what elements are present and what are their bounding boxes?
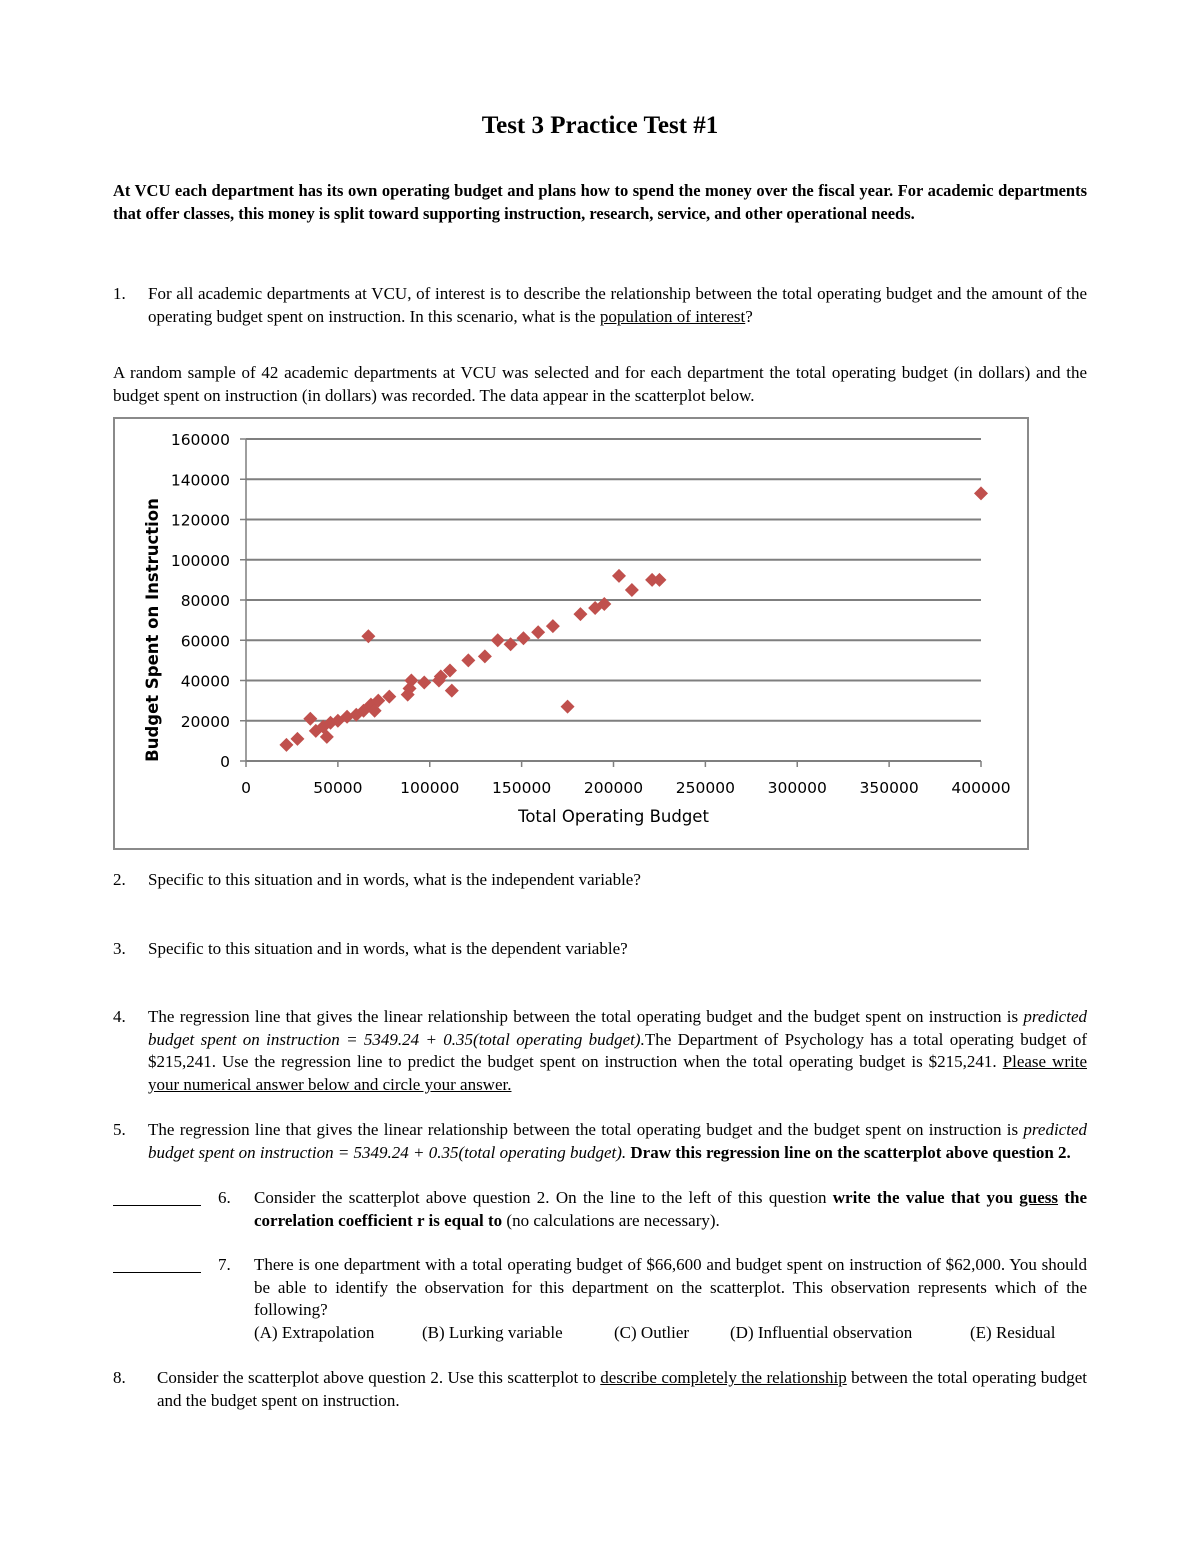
draw-instruction: Draw this regression line on the scatterplot above question 2. <box>626 1142 1071 1162</box>
option-c: (C) Outlier <box>614 1323 690 1342</box>
y-tick-label: 80000 <box>180 592 230 610</box>
data-point <box>561 700 575 714</box>
option-e: (E) Residual <box>970 1323 1056 1342</box>
option-a: (A) Extrapolation <box>254 1323 375 1342</box>
y-tick-label: 20000 <box>180 712 230 731</box>
question-5-text: The regression line that gives the linear relationship between the total operating budget and the budget spent on instruction is predicted budget spent on instruction = 5349.24 + 0.35(total operating budget). Draw this regression line on the scatterplot above question 2. <box>148 1120 1087 1162</box>
data-point <box>382 690 396 704</box>
option-d: (D) Influential observation <box>730 1323 913 1342</box>
data-point <box>279 738 293 752</box>
y-tick-label: 60000 <box>180 632 230 651</box>
question-4-number: 4. <box>113 1007 126 1026</box>
data-point <box>417 676 431 690</box>
population-of-interest-underline: population of interest <box>599 306 746 326</box>
question-6-text: Consider the scatterplot above question 2. On the line to the left of this question write the value that you guess the correlation coefficient r is equal to (no calculations are necessary). <box>254 1188 1088 1230</box>
question-7-number: 7. <box>218 1255 231 1274</box>
data-point <box>625 583 639 597</box>
question-8-number: 8. <box>113 1368 126 1387</box>
data-point <box>516 631 530 645</box>
x-tick-label: 100000 <box>400 779 460 797</box>
question-1-number: 1. <box>113 284 126 303</box>
data-point <box>612 569 626 583</box>
data-point <box>445 684 459 698</box>
data-point <box>461 653 475 667</box>
y-tick-label: 120000 <box>170 511 230 530</box>
data-point <box>974 486 988 500</box>
sample-description: A random sample of 42 academic departments at VCU was selected and for each department the total operating budget (in dollars) and the budget spent on instruction (in dollars) was recorded. The data appear in the scatterplot below. <box>113 363 1087 405</box>
page-title: Test 3 Practice Test #1 <box>481 112 719 139</box>
x-tick-label: 250000 <box>675 779 735 797</box>
intro-paragraph: At VCU each department has its own operating budget and plans how to spend the money over the fiscal year. For academic departments that offer classes, this money is split toward supporting instruction, research, service, and other operational needs. <box>113 181 1087 223</box>
data-point <box>491 633 505 647</box>
describe-relationship-underline: describe completely the relationship <box>600 1368 847 1387</box>
x-tick-label: 300000 <box>767 779 827 797</box>
question-4-text: The regression line that gives the linear relationship between the total operating budget and the budget spent on instruction is predicted budget spent on instruction = 5349.24 + 0.35(total operating budget).The Department of Psychology has a total operating budget of $215,241. Use the regression line to predict the budget spent on instruction when the total operating budget is $215,241. Please write your numerical answer below and circle your answer. <box>148 1007 1087 1094</box>
y-tick-label: 40000 <box>180 672 230 691</box>
data-point <box>290 732 304 746</box>
x-axis-title: Total Operating Budget <box>518 807 709 826</box>
data-point <box>652 573 666 587</box>
x-tick-label: 350000 <box>859 779 919 797</box>
data-point <box>531 625 545 639</box>
data-point <box>573 607 587 621</box>
data-point <box>546 619 560 633</box>
y-tick-label: 100000 <box>170 551 230 570</box>
answer-instruction: Please write your numerical answer below and circle your answer. <box>148 1052 1087 1094</box>
y-tick-label: 0 <box>220 753 230 771</box>
regression-equation: predicted budget spent on instruction = 5349.24 + 0.35(total operating budget). <box>148 1120 1087 1162</box>
data-point <box>478 649 492 663</box>
x-tick-label: 200000 <box>583 779 644 797</box>
regression-equation: predicted budget spent on instruction = 5349.24 + 0.35(total operating budget). <box>148 1007 1087 1049</box>
question-5-number: 5. <box>113 1120 126 1139</box>
option-b: (B) Lurking variable <box>422 1323 563 1342</box>
x-tick-label: 50000 <box>313 779 363 797</box>
question-3-text: Specific to this situation and in words, what is the dependent variable? <box>148 939 628 958</box>
question-3-number: 3. <box>113 939 126 958</box>
y-tick-label: 160000 <box>170 431 230 449</box>
scatterplot-chart <box>115 419 1027 848</box>
data-point <box>303 712 317 726</box>
y-tick-label: 140000 <box>170 471 230 490</box>
x-tick-label: 400000 <box>951 779 1011 797</box>
question-2-text: Specific to this situation and in words, what is the independent variable? <box>148 870 641 889</box>
scatterplot-frame <box>113 417 1029 850</box>
question-7-text: There is one department with a total operating budget of $66,600 and budget spent on instruction of $62,000. You should be able to identify the observation for this department on the scatterplot. This observation represents which of the following? <box>254 1255 1087 1320</box>
question-8-text: Consider the scatterplot above question 2. Use this scatterplot to describe completely the relationship between the total operating budget and the budget spent on instruction. <box>157 1368 1087 1410</box>
question-6-number: 6. <box>218 1188 231 1207</box>
question-1-text: For all academic departments at VCU, of interest is to describe the relationship between the total operating budget and the amount of the operating budget spent on instruction. In this scenario, what is the population of interest? <box>148 284 1087 326</box>
answer-blank-6[interactable] <box>113 1205 201 1206</box>
answer-blank-7[interactable] <box>113 1272 201 1273</box>
y-axis-title: Budget Spent on Instruction <box>143 498 162 762</box>
question-2-number: 2. <box>113 870 126 889</box>
x-tick-label: 0 <box>241 779 251 797</box>
x-tick-label: 150000 <box>492 779 552 797</box>
